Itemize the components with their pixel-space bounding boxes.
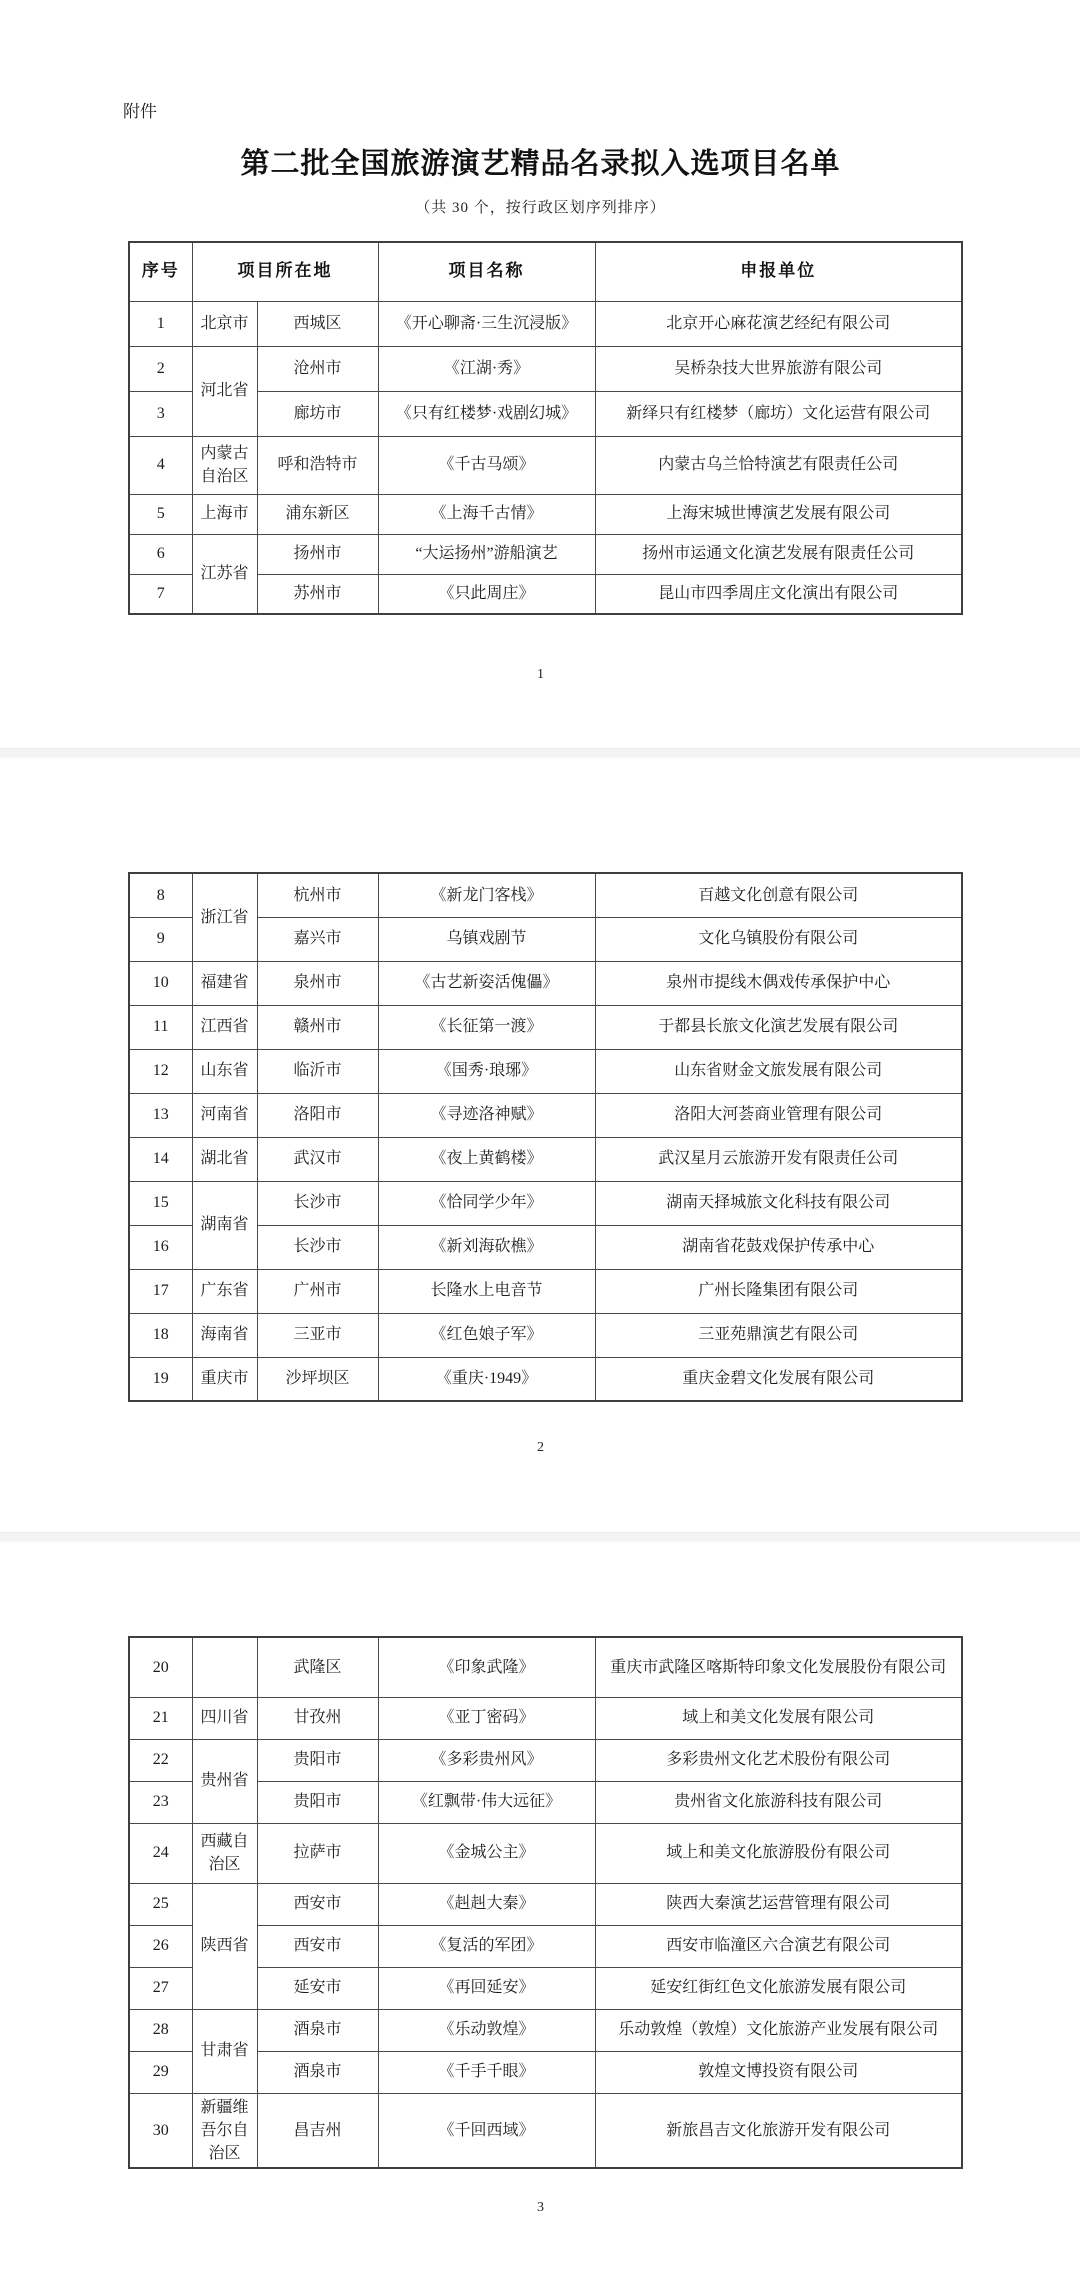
cell-project-name: 《只有红楼梦·戏剧幻城》 bbox=[378, 391, 595, 436]
cell-province: 重庆市 bbox=[192, 1357, 257, 1401]
cell-project-name: 《乐动敦煌》 bbox=[378, 2009, 595, 2051]
table-row-12 bbox=[129, 1049, 962, 1093]
cell-province: 甘肃省 bbox=[192, 2009, 257, 2093]
cell-no: 30 bbox=[129, 2093, 192, 2168]
cell-city: 三亚市 bbox=[257, 1313, 378, 1357]
cell-no: 9 bbox=[129, 917, 192, 961]
cell-province: 陕西省 bbox=[192, 1883, 257, 2009]
cell-no: 11 bbox=[129, 1005, 192, 1049]
page-separator-2 bbox=[0, 1532, 1080, 1542]
table-row-11 bbox=[129, 1005, 962, 1049]
cell-province: 山东省 bbox=[192, 1049, 257, 1093]
cell-city: 廊坊市 bbox=[257, 391, 378, 436]
document-subtitle: （共 30 个，按行政区划序列排序） bbox=[415, 200, 666, 216]
cell-province: 福建省 bbox=[192, 961, 257, 1005]
cell-project-name: 《长征第一渡》 bbox=[378, 1005, 595, 1049]
cell-province: 北京市 bbox=[192, 301, 257, 346]
cell-unit: 文化乌镇股份有限公司 bbox=[595, 917, 962, 961]
cell-province: 贵州省 bbox=[192, 1739, 257, 1823]
cell-city: 长沙市 bbox=[257, 1181, 378, 1225]
table-row-24 bbox=[129, 1823, 962, 1883]
cell-no: 1 bbox=[129, 301, 192, 346]
cell-project-name: 《千手千眼》 bbox=[378, 2051, 595, 2093]
cell-city: 临沂市 bbox=[257, 1049, 378, 1093]
cell-city: 武汉市 bbox=[257, 1137, 378, 1181]
document-page-1 bbox=[0, 0, 1080, 748]
cell-project-name: 《红飘带·伟大远征》 bbox=[378, 1781, 595, 1823]
table-row-6 bbox=[129, 534, 962, 574]
table-row-2 bbox=[129, 346, 962, 391]
table-row-20 bbox=[129, 1637, 962, 1697]
cell-unit: 乐动敦煌（敦煌）文化旅游产业发展有限公司 bbox=[595, 2009, 962, 2051]
cell-no: 26 bbox=[129, 1925, 192, 1967]
cell-project-name: 《多彩贵州风》 bbox=[378, 1739, 595, 1781]
cell-city: 酒泉市 bbox=[257, 2009, 378, 2051]
document-page-2 bbox=[0, 758, 1080, 1532]
cell-unit: 域上和美文化旅游股份有限公司 bbox=[595, 1823, 962, 1883]
cell-province: 新疆维吾尔自治区 bbox=[192, 2093, 257, 2168]
cell-project-name: 《复活的军团》 bbox=[378, 1925, 595, 1967]
cell-no: 17 bbox=[129, 1269, 192, 1313]
cell-project-name: 《上海千古情》 bbox=[378, 494, 595, 534]
attachment-label: 附件 bbox=[123, 102, 157, 121]
cell-unit: 泉州市提线木偶戏传承保护中心 bbox=[595, 961, 962, 1005]
cell-project-name: 《印象武隆》 bbox=[378, 1637, 595, 1697]
table-row-15 bbox=[129, 1181, 962, 1225]
cell-project-name: 《恰同学少年》 bbox=[378, 1181, 595, 1225]
table-row-19 bbox=[129, 1357, 962, 1401]
cell-no: 6 bbox=[129, 534, 192, 574]
cell-no: 21 bbox=[129, 1697, 192, 1739]
cell-province: 四川省 bbox=[192, 1697, 257, 1739]
cell-unit: 山东省财金文旅发展有限公司 bbox=[595, 1049, 962, 1093]
cell-unit: 昆山市四季周庄文化演出有限公司 bbox=[595, 574, 962, 614]
cell-unit: 洛阳大河荟商业管理有限公司 bbox=[595, 1093, 962, 1137]
cell-unit: 重庆金碧文化发展有限公司 bbox=[595, 1357, 962, 1401]
cell-project-name: 《重庆·1949》 bbox=[378, 1357, 595, 1401]
cell-project-name: 《古艺新姿活傀儡》 bbox=[378, 961, 595, 1005]
cell-province: 河北省 bbox=[192, 346, 257, 436]
cell-province: 广东省 bbox=[192, 1269, 257, 1313]
cell-city: 泉州市 bbox=[257, 961, 378, 1005]
projects-table-page-1 bbox=[128, 241, 963, 615]
header-cell-project-name: 项目名称 bbox=[378, 242, 595, 301]
cell-project-name: 《千古马颂》 bbox=[378, 436, 595, 494]
cell-province: 江西省 bbox=[192, 1005, 257, 1049]
cell-unit: 新绎只有红楼梦（廊坊）文化运营有限公司 bbox=[595, 391, 962, 436]
cell-unit: 北京开心麻花演艺经纪有限公司 bbox=[595, 301, 962, 346]
cell-city: 浦东新区 bbox=[257, 494, 378, 534]
cell-unit: 贵州省文化旅游科技有限公司 bbox=[595, 1781, 962, 1823]
header-cell-no: 序号 bbox=[129, 242, 192, 301]
page-number-3: 3 bbox=[537, 2200, 544, 2215]
cell-unit: 吴桥杂技大世界旅游有限公司 bbox=[595, 346, 962, 391]
cell-city: 洛阳市 bbox=[257, 1093, 378, 1137]
cell-unit: 延安红街红色文化旅游发展有限公司 bbox=[595, 1967, 962, 2009]
cell-project-name: 《江湖·秀》 bbox=[378, 346, 595, 391]
cell-city: 贵阳市 bbox=[257, 1739, 378, 1781]
cell-no: 20 bbox=[129, 1637, 192, 1697]
cell-city: 西城区 bbox=[257, 301, 378, 346]
table-row-17 bbox=[129, 1269, 962, 1313]
cell-unit: 上海宋城世博演艺发展有限公司 bbox=[595, 494, 962, 534]
cell-city: 武隆区 bbox=[257, 1637, 378, 1697]
page-number-2: 2 bbox=[537, 1440, 544, 1455]
cell-unit: 西安市临潼区六合演艺有限公司 bbox=[595, 1925, 962, 1967]
document-title: 第二批全国旅游演艺精品名录拟入选项目名单 bbox=[240, 148, 841, 180]
cell-city: 杭州市 bbox=[257, 873, 378, 917]
cell-unit: 重庆市武隆区喀斯特印象文化发展股份有限公司 bbox=[595, 1637, 962, 1697]
cell-no: 7 bbox=[129, 574, 192, 614]
page-number-1: 1 bbox=[537, 667, 544, 682]
cell-city: 西安市 bbox=[257, 1883, 378, 1925]
cell-city: 酒泉市 bbox=[257, 2051, 378, 2093]
cell-no: 22 bbox=[129, 1739, 192, 1781]
cell-province: 西藏自治区 bbox=[192, 1823, 257, 1883]
cell-project-name: 《国秀·琅琊》 bbox=[378, 1049, 595, 1093]
cell-province: 浙江省 bbox=[192, 873, 257, 961]
document-page-3 bbox=[0, 1542, 1080, 2275]
cell-city: 赣州市 bbox=[257, 1005, 378, 1049]
cell-project-name: 乌镇戏剧节 bbox=[378, 917, 595, 961]
header-cell-location: 项目所在地 bbox=[192, 242, 378, 301]
cell-unit: 湖南省花鼓戏保护传承中心 bbox=[595, 1225, 962, 1269]
table-row-28 bbox=[129, 2009, 962, 2051]
cell-no: 5 bbox=[129, 494, 192, 534]
projects-table-page-2 bbox=[128, 872, 963, 1402]
cell-unit: 多彩贵州文化艺术股份有限公司 bbox=[595, 1739, 962, 1781]
cell-city: 昌吉州 bbox=[257, 2093, 378, 2168]
cell-city: 扬州市 bbox=[257, 534, 378, 574]
cell-unit: 广州长隆集团有限公司 bbox=[595, 1269, 962, 1313]
cell-project-name: 《金城公主》 bbox=[378, 1823, 595, 1883]
cell-city: 西安市 bbox=[257, 1925, 378, 1967]
cell-unit: 新旅昌吉文化旅游开发有限公司 bbox=[595, 2093, 962, 2168]
table-row-21 bbox=[129, 1697, 962, 1739]
cell-unit: 湖南天择城旅文化科技有限公司 bbox=[595, 1181, 962, 1225]
cell-unit: 三亚苑鼎演艺有限公司 bbox=[595, 1313, 962, 1357]
cell-project-name: 《千回西域》 bbox=[378, 2093, 595, 2168]
cell-no: 24 bbox=[129, 1823, 192, 1883]
cell-no: 4 bbox=[129, 436, 192, 494]
cell-no: 8 bbox=[129, 873, 192, 917]
cell-province: 湖南省 bbox=[192, 1181, 257, 1269]
cell-project-name: 《亚丁密码》 bbox=[378, 1697, 595, 1739]
cell-city: 甘孜州 bbox=[257, 1697, 378, 1739]
cell-no: 13 bbox=[129, 1093, 192, 1137]
table-row-10 bbox=[129, 961, 962, 1005]
cell-unit: 敦煌文博投资有限公司 bbox=[595, 2051, 962, 2093]
cell-unit: 陕西大秦演艺运营管理有限公司 bbox=[595, 1883, 962, 1925]
cell-project-name: 长隆水上电音节 bbox=[378, 1269, 595, 1313]
cell-province: 海南省 bbox=[192, 1313, 257, 1357]
table-row-1 bbox=[129, 301, 962, 346]
cell-no: 23 bbox=[129, 1781, 192, 1823]
cell-province: 上海市 bbox=[192, 494, 257, 534]
cell-project-name: 《只此周庄》 bbox=[378, 574, 595, 614]
cell-no: 28 bbox=[129, 2009, 192, 2051]
cell-unit: 武汉星月云旅游开发有限责任公司 bbox=[595, 1137, 962, 1181]
cell-city: 沙坪坝区 bbox=[257, 1357, 378, 1401]
cell-unit: 域上和美文化发展有限公司 bbox=[595, 1697, 962, 1739]
cell-unit: 于都县长旅文化演艺发展有限公司 bbox=[595, 1005, 962, 1049]
cell-no: 10 bbox=[129, 961, 192, 1005]
cell-project-name: 《开心聊斋·三生沉浸版》 bbox=[378, 301, 595, 346]
cell-unit: 内蒙古乌兰恰特演艺有限责任公司 bbox=[595, 436, 962, 494]
table-row-18 bbox=[129, 1313, 962, 1357]
cell-no: 25 bbox=[129, 1883, 192, 1925]
cell-unit: 百越文化创意有限公司 bbox=[595, 873, 962, 917]
table-row-13 bbox=[129, 1093, 962, 1137]
cell-project-name: 《寻迹洛神赋》 bbox=[378, 1093, 595, 1137]
cell-no: 18 bbox=[129, 1313, 192, 1357]
cell-project-name: 《新龙门客栈》 bbox=[378, 873, 595, 917]
cell-city: 延安市 bbox=[257, 1967, 378, 2009]
cell-city: 拉萨市 bbox=[257, 1823, 378, 1883]
cell-no: 2 bbox=[129, 346, 192, 391]
cell-project-name: 《赳赳大秦》 bbox=[378, 1883, 595, 1925]
cell-city: 沧州市 bbox=[257, 346, 378, 391]
cell-city: 长沙市 bbox=[257, 1225, 378, 1269]
cell-province: 湖北省 bbox=[192, 1137, 257, 1181]
cell-no: 3 bbox=[129, 391, 192, 436]
cell-no: 16 bbox=[129, 1225, 192, 1269]
table-header-row bbox=[129, 242, 962, 301]
table-row-8 bbox=[129, 873, 962, 917]
cell-no: 14 bbox=[129, 1137, 192, 1181]
cell-province: 江苏省 bbox=[192, 534, 257, 614]
cell-province bbox=[192, 1637, 257, 1697]
cell-project-name: 《夜上黄鹤楼》 bbox=[378, 1137, 595, 1181]
header-cell-unit: 申报单位 bbox=[595, 242, 962, 301]
cell-city: 贵阳市 bbox=[257, 1781, 378, 1823]
table-row-22 bbox=[129, 1739, 962, 1781]
cell-no: 15 bbox=[129, 1181, 192, 1225]
cell-city: 苏州市 bbox=[257, 574, 378, 614]
cell-project-name: “大运扬州”游船演艺 bbox=[378, 534, 595, 574]
cell-unit: 扬州市运通文化演艺发展有限责任公司 bbox=[595, 534, 962, 574]
table-row-25 bbox=[129, 1883, 962, 1925]
cell-project-name: 《再回延安》 bbox=[378, 1967, 595, 2009]
projects-table-page-3 bbox=[128, 1636, 963, 2169]
table-row-5 bbox=[129, 494, 962, 534]
table-row-30 bbox=[129, 2093, 962, 2168]
cell-project-name: 《新刘海砍樵》 bbox=[378, 1225, 595, 1269]
cell-no: 19 bbox=[129, 1357, 192, 1401]
cell-no: 27 bbox=[129, 1967, 192, 2009]
cell-project-name: 《红色娘子军》 bbox=[378, 1313, 595, 1357]
cell-province: 河南省 bbox=[192, 1093, 257, 1137]
page-separator-1 bbox=[0, 748, 1080, 758]
cell-province: 内蒙古自治区 bbox=[192, 436, 257, 494]
cell-city: 呼和浩特市 bbox=[257, 436, 378, 494]
table-row-4 bbox=[129, 436, 962, 494]
cell-no: 12 bbox=[129, 1049, 192, 1093]
table-row-14 bbox=[129, 1137, 962, 1181]
cell-city: 嘉兴市 bbox=[257, 917, 378, 961]
cell-no: 29 bbox=[129, 2051, 192, 2093]
cell-city: 广州市 bbox=[257, 1269, 378, 1313]
